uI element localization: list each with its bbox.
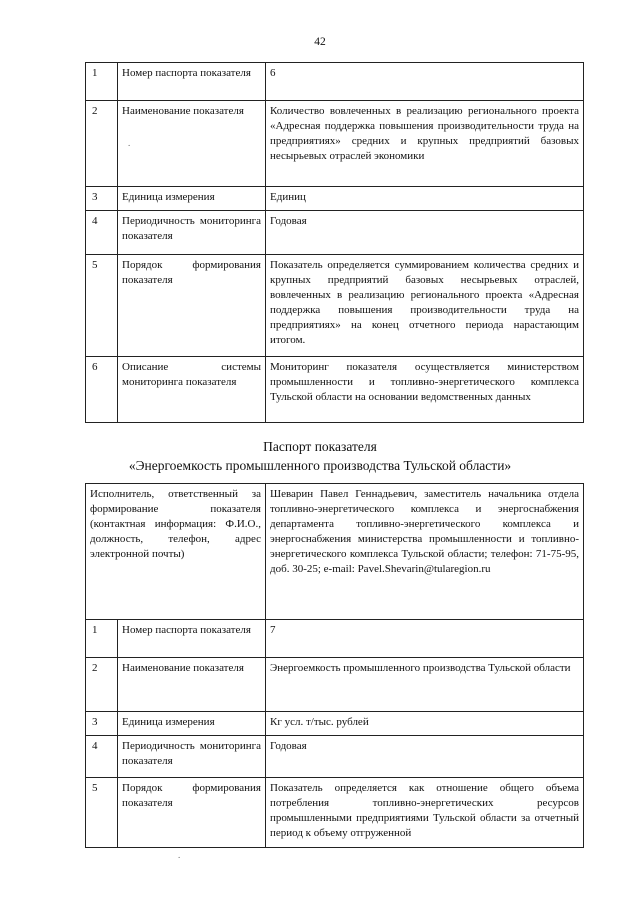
- indicator-passport-table-6: [85, 62, 584, 423]
- row-value: Кг усл. т/тыс. рублей: [266, 712, 584, 736]
- table-row: [86, 620, 584, 658]
- row-label: Периодичность мониторинга показателя: [118, 736, 266, 778]
- row-number: 3: [86, 187, 118, 211]
- row-label: Периодичность мониторинга показателя: [118, 211, 266, 255]
- row-label: Наименование показателя: [118, 658, 266, 712]
- table-row: [86, 187, 584, 211]
- table-row: [86, 63, 584, 101]
- row-number: 1: [86, 63, 118, 101]
- table-row: [86, 778, 584, 848]
- row-label: Описание системы мониторинга показателя: [118, 357, 266, 423]
- row-number: 5: [86, 255, 118, 357]
- row-number: 6: [86, 357, 118, 423]
- row-value: Показатель определяется как отношение общего объема потребления топливно-энергетических ресурсов промышленными предприятиями Тульской области за отчетный период к объему отгруженной: [266, 778, 584, 848]
- table-row: [86, 736, 584, 778]
- row-number: 1: [86, 620, 118, 658]
- row-value: Единиц: [266, 187, 584, 211]
- row-number: 3: [86, 712, 118, 736]
- responsible-label: Исполнитель, ответственный за формирование показателя (контактная информация: Ф.И.О., должность, телефон, адрес электронной почты): [86, 484, 266, 620]
- row-number: 4: [86, 211, 118, 255]
- row-value: Энергоемкость промышленного производства Тульской области: [266, 658, 584, 712]
- row-label: Единица измерения: [118, 712, 266, 736]
- page-number: 42: [314, 36, 326, 48]
- row-number: 2: [86, 658, 118, 712]
- row-value: 7: [266, 620, 584, 658]
- passport-title-line2: «Энергоемкость промышленного производства Тульской области»: [128, 458, 512, 473]
- table-row: [86, 357, 584, 423]
- row-value: Годовая: [266, 211, 584, 255]
- row-number: 5: [86, 778, 118, 848]
- row-label: Единица измерения: [118, 187, 266, 211]
- passport-title: [0, 437, 640, 475]
- table-header-row: [86, 484, 584, 620]
- table-row: [86, 101, 584, 187]
- row-label: Порядок формирования показателя: [118, 255, 266, 357]
- row-value: 6: [266, 63, 584, 101]
- row-value: Количество вовлеченных в реализацию регионального проекта «Адресная поддержка повышения производительности труда на предприятиях» средних и крупных предприятий базовых несырьевых отраслей экономики: [266, 101, 584, 187]
- passport-title-line1: Паспорт показателя: [263, 439, 377, 454]
- row-value: Годовая: [266, 736, 584, 778]
- table-row: [86, 658, 584, 712]
- scan-dot: .: [128, 138, 131, 148]
- row-label: Наименование показателя: [118, 101, 266, 187]
- table-row: [86, 712, 584, 736]
- row-value: Показатель определяется суммированием количества средних и крупных предприятий базовых несырьевых отраслей, вовлеченных в реализацию регионального проекта «Адресная поддержка повышения производительности труда на предприятиях» на конец отчетного периода нарастающим итогом.: [266, 255, 584, 357]
- responsible-contact: Шеварин Павел Геннадьевич, заместитель начальника отдела топливно-энергетического комплекса и энергоснабжения департамента топливно-энергетического комплекса и энергоснабжения министерства промышленности и топливно-энергетического комплекса Тульской области; телефон: 71-75-95, доб. 30-25; e-mail: Pavel.Shevarin@tularegion.ru: [266, 484, 584, 620]
- row-number: 4: [86, 736, 118, 778]
- row-label: Номер паспорта показателя: [118, 620, 266, 658]
- row-value: Мониторинг показателя осуществляется министерством промышленности и топливно-энергетического комплекса Тульской области на основании ведомственных данных: [266, 357, 584, 423]
- row-label: Номер паспорта показателя: [118, 63, 266, 101]
- scan-dot: .: [178, 850, 181, 860]
- indicator-passport-table-7: [85, 483, 584, 848]
- table-row: [86, 255, 584, 357]
- row-number: 2: [86, 101, 118, 187]
- row-label: Порядок формирования показателя: [118, 778, 266, 848]
- table-row: [86, 211, 584, 255]
